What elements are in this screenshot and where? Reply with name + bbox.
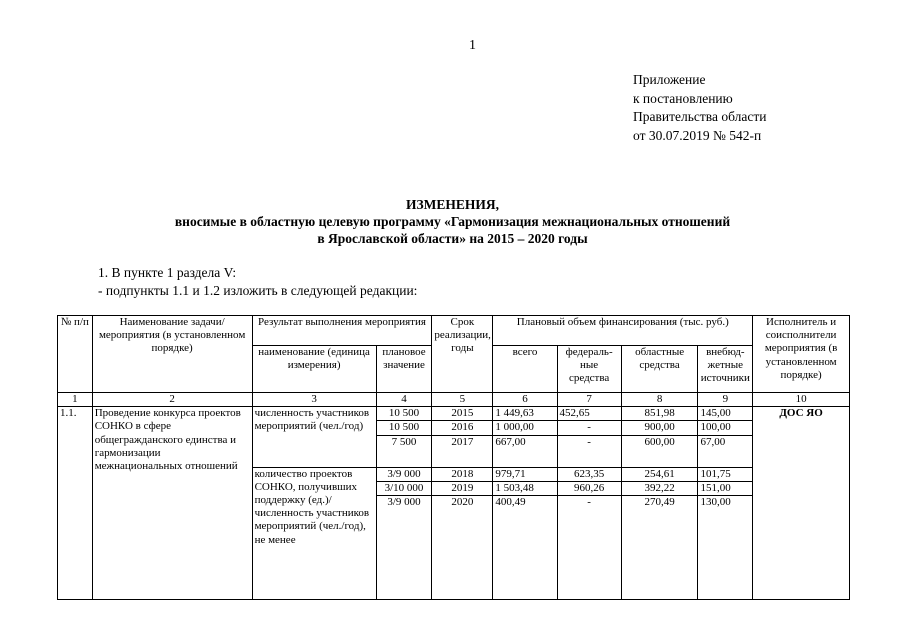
header-name: Наименование задачи/мероприятия (в установленном порядке) [92, 316, 252, 393]
document-title [0, 196, 905, 247]
header-federal: федераль-ные средства [557, 346, 621, 393]
cell-total: 400,49 [493, 496, 557, 600]
appendix-line: от 30.07.2019 № 542-п [633, 127, 762, 143]
cell-total: 667,00 [493, 435, 557, 467]
page-number: 1 [469, 38, 476, 53]
cell-plan: 10 500 [376, 407, 432, 421]
cell-extra: 145,00 [698, 407, 753, 421]
header-term: Срок реализации, годы [432, 316, 493, 393]
cell-year: 2019 [432, 481, 493, 495]
cell-year: 2016 [432, 421, 493, 435]
cell-federal: - [557, 435, 621, 467]
cell-regional: 600,00 [621, 435, 698, 467]
cell-plan: 3/10 000 [376, 481, 432, 495]
appendix-line: к постановлению [633, 90, 733, 106]
cell-regional: 254,61 [621, 467, 698, 481]
cell-total: 979,71 [493, 467, 557, 481]
header-result-plan: плановое значение [376, 346, 432, 393]
header-result: Результат выполнения мероприятия [252, 316, 432, 346]
cell-plan: 3/9 000 [376, 467, 432, 481]
col-number: 6 [493, 393, 557, 407]
header-executor: Исполнитель и соисполнители мероприятия (в установленном порядке) [753, 316, 850, 393]
cell-year: 2017 [432, 435, 493, 467]
cell-federal: - [557, 421, 621, 435]
paragraph: 1. В пункте 1 раздела V: [98, 265, 237, 280]
cell-regional: 900,00 [621, 421, 698, 435]
cell-plan: 3/9 000 [376, 496, 432, 600]
cell-federal: 623,35 [557, 467, 621, 481]
cell-extra: 67,00 [698, 435, 753, 467]
cell-plan: 10 500 [376, 421, 432, 435]
cell-federal: 452,65 [557, 407, 621, 421]
financing-table [57, 315, 850, 600]
cell-regional: 392,22 [621, 481, 698, 495]
title-line: в Ярославской области» на 2015 – 2020 годы [317, 231, 588, 246]
appendix-block [633, 71, 766, 145]
cell-year: 2020 [432, 496, 493, 600]
col-number: 10 [753, 393, 850, 407]
header-num: № п/п [58, 316, 93, 393]
cell-regional: 270,49 [621, 496, 698, 600]
cell-federal: 960,26 [557, 481, 621, 495]
header-extra: внебюд-жетные источники [698, 346, 753, 393]
col-number: 3 [252, 393, 376, 407]
appendix-line: Приложение [633, 72, 706, 87]
row-indicator: численность участников мероприятий (чел./год) [252, 407, 376, 467]
col-number: 7 [557, 393, 621, 407]
cell-year: 2018 [432, 467, 493, 481]
col-number: 8 [621, 393, 698, 407]
row-indicator: количество проектов СОНКО, получивших поддержку (ед.)/ численность участников мероприятий (чел./год), не менее [252, 467, 376, 599]
row-name: Проведение конкурса проектов СОНКО в сфере общегражданского единства и гармонизации межнациональных отношений [92, 407, 252, 600]
cell-federal: - [557, 496, 621, 600]
appendix-line: Правительства области [633, 109, 767, 124]
col-number: 2 [92, 393, 252, 407]
col-number: 9 [698, 393, 753, 407]
header-result-name: наименование (единица измерения) [252, 346, 376, 393]
header-funding: Плановый объем финансирования (тыс. руб.) [493, 316, 753, 346]
cell-regional: 851,98 [621, 407, 698, 421]
cell-extra: 130,00 [698, 496, 753, 600]
cell-extra: 100,00 [698, 421, 753, 435]
row-num: 1.1. [58, 407, 93, 600]
header-regional: областные средства [621, 346, 698, 393]
cell-total: 1 000,00 [493, 421, 557, 435]
row-executor: ДОС ЯО [753, 407, 850, 600]
col-number: 1 [58, 393, 93, 407]
cell-year: 2015 [432, 407, 493, 421]
col-number: 5 [432, 393, 493, 407]
cell-extra: 101,75 [698, 467, 753, 481]
col-number: 4 [376, 393, 432, 407]
title-line: ИЗМЕНЕНИЯ, [405, 197, 499, 212]
header-total: всего [493, 346, 557, 393]
cell-plan: 7 500 [376, 435, 432, 467]
cell-total: 1 503,48 [493, 481, 557, 495]
cell-extra: 151,00 [698, 481, 753, 495]
title-line: вносимые в областную целевую программу «Гармонизация межнациональных отношений [174, 214, 731, 229]
cell-total: 1 449,63 [493, 407, 557, 421]
paragraph: - подпункты 1.1 и 1.2 изложить в следующей редакции: [98, 283, 418, 298]
